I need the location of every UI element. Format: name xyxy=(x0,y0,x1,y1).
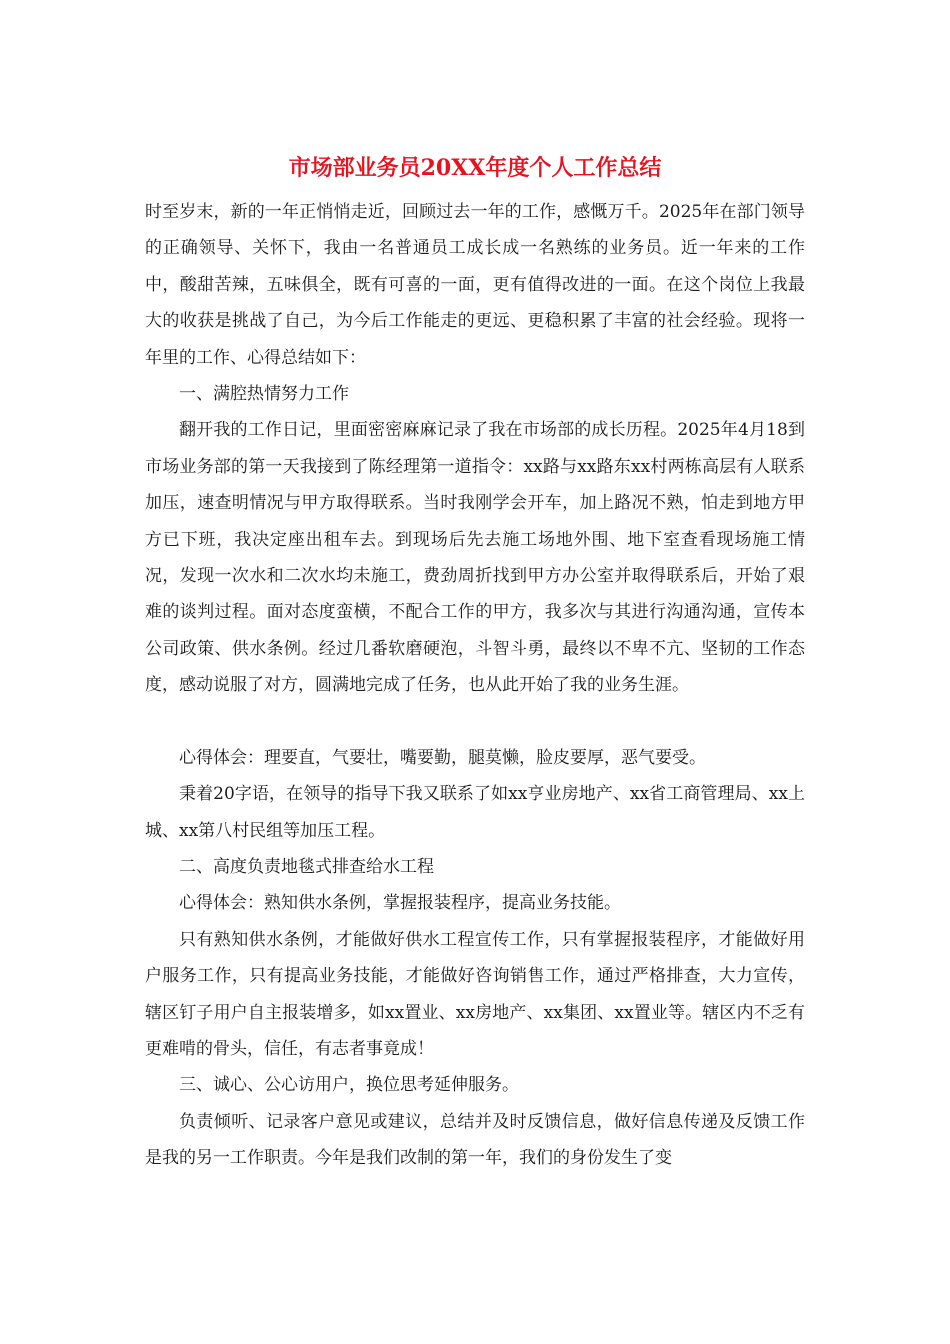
paragraph-insight-2: 心得体会：熟知供水条例，掌握报装程序，提高业务技能。 xyxy=(179,893,621,914)
paragraph-feedback: 负责倾听、记录客户意见或建议，总结并及时反馈信息，做好信息传递及反馈工作是我的另一工作职责。今年是我们改制的第一年，我们的身份发生了变 xyxy=(145,1111,805,1169)
paragraph-water-regulations: 只有熟知供水条例，才能做好供水工程宣传工作，只有掌握报装程序，才能做好用户服务工作，只有提高业务技能，才能做好咨询销售工作，通过严格排查，大力宣传，辖区钉子用户自主报装增多，如xx置业、xx房地产、xx集团、xx置业等。辖区内不乏有更难啃的骨头，信任，有志者事竟成！ xyxy=(145,929,805,1059)
document-title: 市场部业务员20XX年度个人工作总结 xyxy=(288,155,662,181)
section-heading-2: 二、高度负责地毯式排查给水工程 xyxy=(179,856,434,877)
section-heading-1: 一、满腔热情努力工作 xyxy=(179,384,349,405)
paragraph-insight-1: 心得体会：理要直，气要壮，嘴要勤，腿莫懒，脸皮要厚，恶气要受。 xyxy=(179,747,706,768)
intro-paragraph: 时至岁末，新的一年正悄悄走近，回顾过去一年的工作，感慨万千。2025年在部门领导的正确领导、关怀下，我由一名普通员工成长成一名熟练的业务员。近一年来的工作中，酸甜苦辣，五味俱全，既有可喜的一面，更有值得改进的一面。在这个岗位上我最大的收获是挑战了自己，为今后工作能走的更远、更稳积累了丰富的社会经验。现将一年里的工作、心得总结如下： xyxy=(145,202,805,368)
paragraph-projects: 秉着20字语，在领导的指导下我又联系了如xx亨业房地产、xx省工商管理局、xx上城、xx第八村民组等加压工程。 xyxy=(145,784,805,841)
document-body xyxy=(145,194,805,1177)
section-heading-3: 三、诚心、公心访用户，换位思考延伸服务。 xyxy=(179,1075,519,1096)
paragraph-work-diary: 翻开我的工作日记，里面密密麻麻记录了我在市场部的成长历程。2025年4月18到市场业务部的第一天我接到了陈经理第一道指令：xx路与xx路东xx村两栋高层有人联系加压，速查明情况与甲方取得联系。当时我刚学会开车，加上路况不熟，怕走到地方甲方已下班，我决定座出租车去。到现场后先去施工场地外围、地下室查看现场施工情况，发现一次水和二次水均未施工，费劲周折找到甲方办公室并取得联系后，开始了艰难的谈判过程。面对态度蛮横，不配合工作的甲方，我多次与其进行沟通沟通，宣传本公司政策、供水条例。经过几番软磨硬泡，斗智斗勇，最终以不卑不亢、坚韧的工作态度，感动说服了对方，圆满地完成了任务，也从此开始了我的业务生涯。 xyxy=(145,420,805,696)
